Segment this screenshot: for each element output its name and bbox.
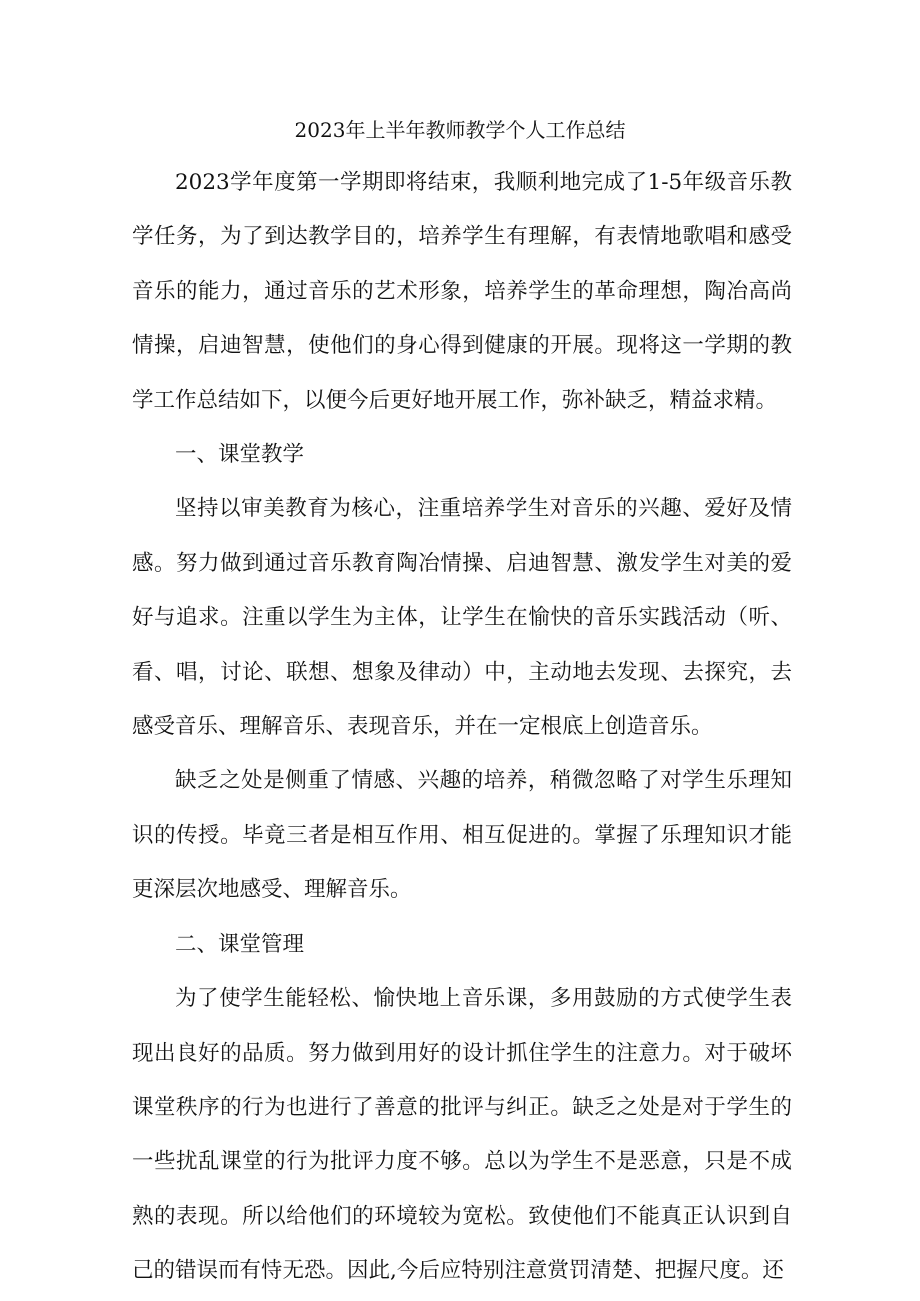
- document-title: 2023年上半年教师教学个人工作总结: [294, 118, 626, 142]
- section-heading-classroom-management: 二、课堂管理: [175, 931, 305, 957]
- classroom-teaching-paragraph-2: 缺乏之处是侧重了情感、兴趣的培养，稍微忽略了对学生乐理知识的传授。毕竟三者是相互作用、相互促进的。掌握了乐理知识才能更深层次地感受、理解音乐。: [132, 768, 792, 903]
- document-body: [132, 156, 792, 1299]
- classroom-teaching-paragraph-1: 坚持以审美教育为核心，注重培养学生对音乐的兴趣、爱好及情感。努力做到通过音乐教育陶冶情操、启迪智慧、激发学生对美的爱好与追求。注重以学生为主体，让学生在愉快的音乐实践活动（听、看、唱，讨论、联想、想象及律动）中，主动地去发现、去探究，去感受音乐、理解音乐、表现音乐，并在一定根底上创造音乐。: [132, 496, 792, 740]
- intro-paragraph: 2023学年度第一学期即将结束，我顺利地完成了1-5年级音乐教学任务，为了到达教学目的，培养学生有理解，有表情地歌唱和感受音乐的能力，通过音乐的艺术形象，培养学生的革命理想，陶冶高尚情操，启迪智慧，使他们的身心得到健康的开展。现将这一学期的教学工作总结如下，以便今后更好地开展工作，弥补缺乏，精益求精。: [132, 170, 792, 413]
- section-heading-classroom-teaching: 一、课堂教学: [175, 442, 305, 468]
- classroom-management-paragraph-1: 为了使学生能轻松、愉快地上音乐课，多用鼓励的方式使学生表现出良好的品质。努力做到用好的设计抓住学生的注意力。对于破坏课堂秩序的行为也进行了善意的批评与纠正。缺乏之处是对于学生的一些扰乱课堂的行为批评力度不够。总以为学生不是恶意，只是不成熟的表现。所以给他们的环境较为宽松。致使他们不能真正认识到自己的错误而有恃无恐。因此,今后应特别注意赏罚清楚、把握尺度。还: [132, 986, 792, 1284]
